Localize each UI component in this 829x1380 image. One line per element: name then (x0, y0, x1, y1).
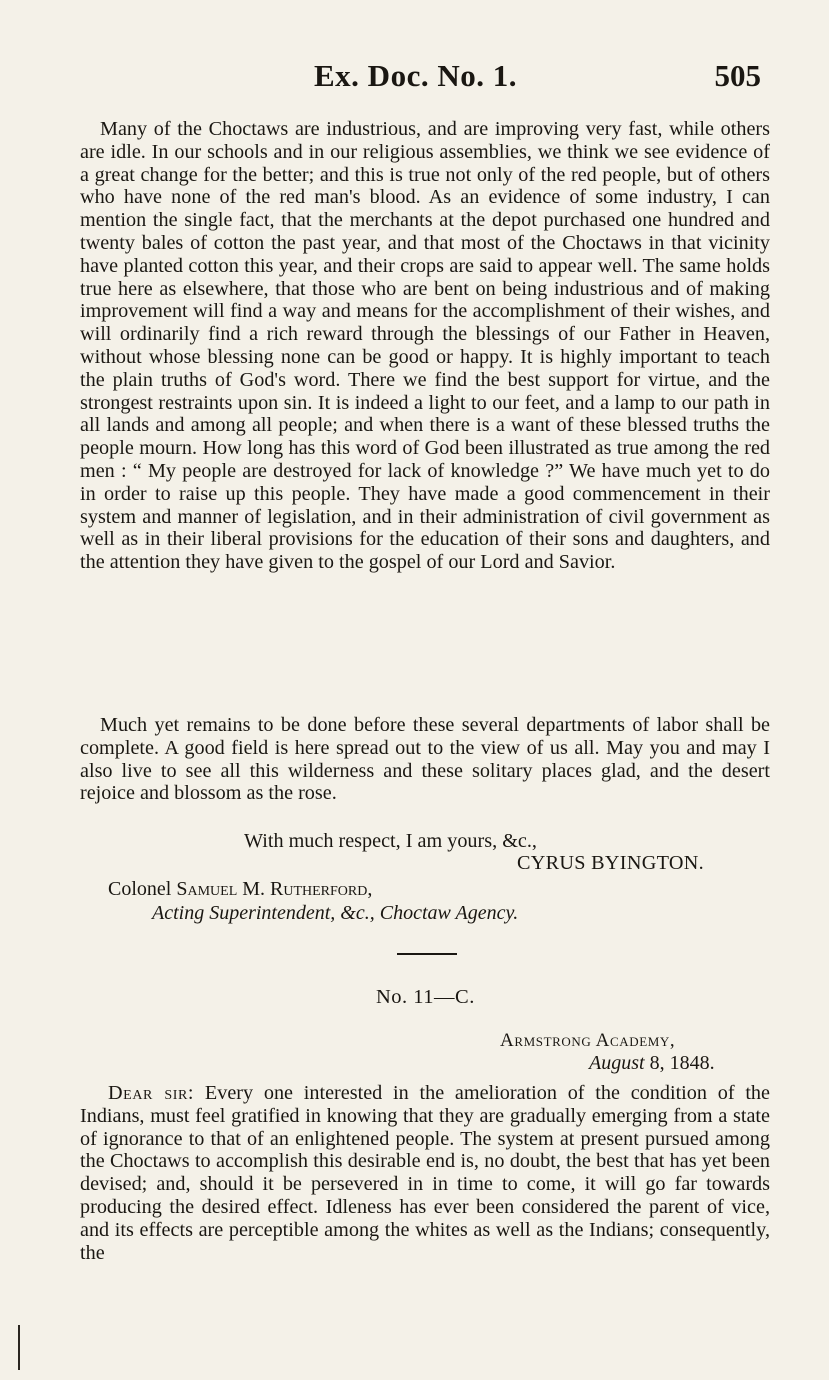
page-number: 505 (714, 58, 761, 93)
letter2-body-text: Every one interested in the amelioration of the condition of the Indians, must feel gratified in knowing that they are gradually emerging from a state of ignorance to that of an enlightened people. The system at present pursued among the Choctaws to accomplish this desirable end is, no doubt, the best that has yet been devised; and, should it be persevered in in time to come, it will go far towards producing the desired effect. Idleness has ever been considered the parent of vice, and its effects are perceptible among the whites as well as the Indians; consequently, the (80, 1082, 770, 1264)
margin-mark (18, 1325, 20, 1370)
document-title: Ex. Doc. No. 1. (314, 58, 517, 93)
date-rest: 8, 1848. (649, 1052, 715, 1074)
letter2-body (80, 1082, 770, 1264)
addressee-name: Samuel M. Rutherford, (176, 878, 373, 900)
letter2-place: Armstrong Academy, (500, 1030, 676, 1051)
letter1-closing: With much respect, I am yours, &c., (244, 830, 537, 852)
date-month: August (589, 1052, 645, 1074)
letter1-paragraph-2: Much yet remains to be done before these several departments of labor shall be complete. A good field is here spread out to the view of us all. May you and may I also live to see all this wilderness and these solitary places glad, and the desert rejoice and blossom as the rose. (80, 714, 770, 805)
page-header (0, 58, 829, 98)
letter2-salutation: Dear sir: (108, 1082, 195, 1104)
letter1-addressee-title: Acting Superintendent, &c., Choctaw Agency. (152, 902, 519, 924)
letter2-date (589, 1052, 715, 1075)
letter1-addressee (108, 878, 372, 901)
letter1-signature: CYRUS BYINGTON. (517, 852, 704, 874)
letter1-paragraph-1: Many of the Choctaws are industrious, and are improving very fast, while others are idle. In our schools and in our religious assemblies, we think we see evidence of a great change for the better; and this is true not only of the red people, but of others who have none of the red man's blood. As an evidence of some industry, I can mention the single fact, that the merchants at the depot purchased one hundred and twenty bales of cotton the past year, and that most of the Choctaws in that vicinity have planted cotton this year, and their crops are said to appear well. The same holds true here as elsewhere, that those who are bent on being industrious and of making improvement will find a way and means for the accomplishment of their wishes, and will ordinarily find a rich reward through the blessings of our Father in Heaven, without whose blessing none can be good or happy. It is highly important to teach the plain truths of God's word. There we find the best support for virtue, and the strongest restraints upon sin. It is indeed a light to our feet, and a lamp to our path in all lands and among all people; and when there is a want of these blessed truths the people mourn. How long has this word of God been illustrated as true among the red men : “ My people are destroyed for lack of knowledge ?” We have much yet to do in order to raise up this people. They have made a good commencement in their system and manner of legislation, and in their administration of civil government as well as in their liberal provisions for the education of their sons and daughters, and the attention they have given to the gospel of our Lord and Savior. (80, 118, 770, 574)
section-divider (397, 953, 457, 955)
letter2-doc-number: No. 11—C. (376, 986, 475, 1008)
addressee-prefix: Colonel (108, 878, 172, 900)
